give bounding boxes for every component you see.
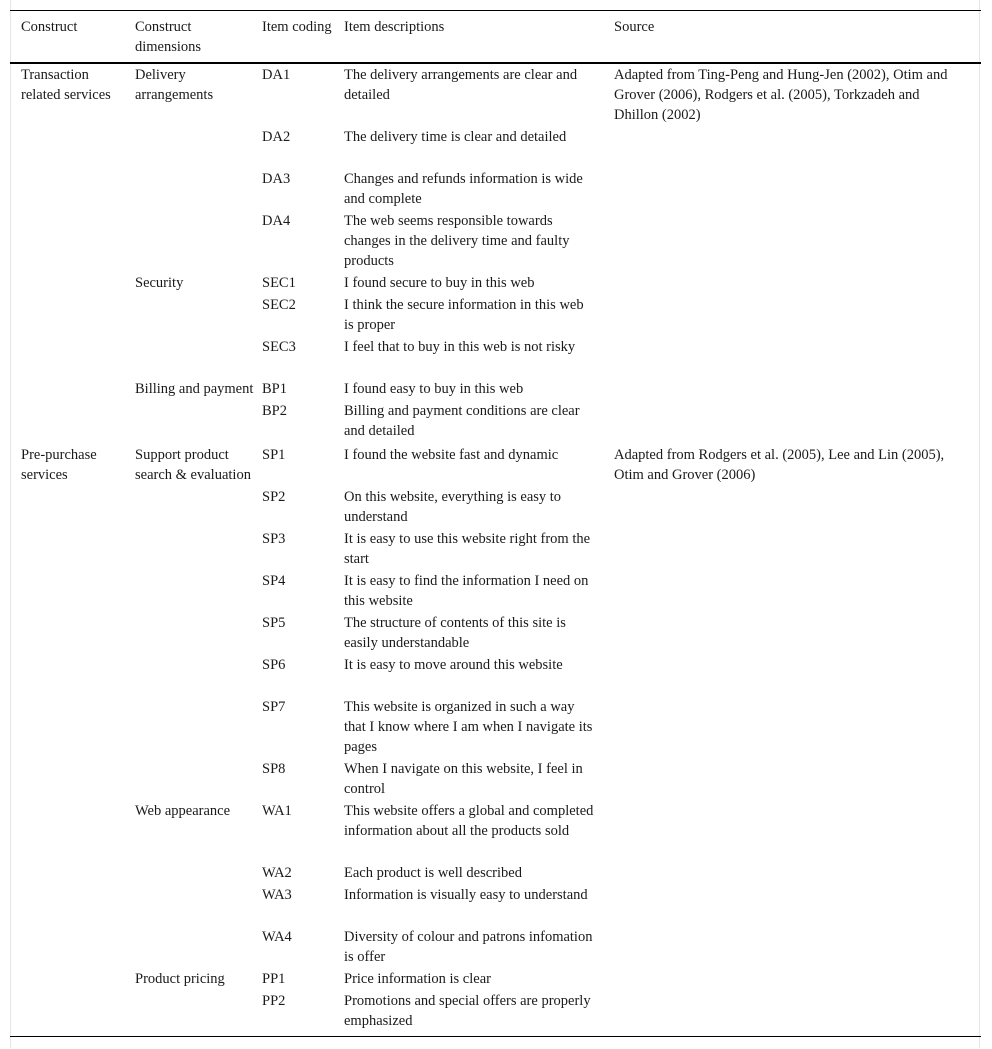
dimension-cell: Delivery arrangements xyxy=(135,67,214,103)
item-code: BP1 xyxy=(262,381,287,397)
item-code: PP1 xyxy=(262,971,286,987)
header-source: Source xyxy=(614,19,655,35)
header-construct: Construct xyxy=(21,19,78,35)
item-description: The delivery arrangements are clear and detailed xyxy=(344,67,578,103)
item-description: I feel that to buy in this web is not risky xyxy=(344,339,576,355)
item-description: Each product is well described xyxy=(344,865,522,881)
item-description: I found the website fast and dynamic xyxy=(344,447,559,463)
source-cell: Adapted from Rodgers et al. (2005), Lee and Lin (2005), Otim and Grover (2006) xyxy=(614,447,945,483)
header-rule xyxy=(10,62,981,64)
item-description: Changes and refunds information is wide and complete xyxy=(344,171,583,207)
item-description: It is easy to use this website right from the start xyxy=(344,531,591,567)
item-code: SP3 xyxy=(262,531,286,547)
item-code: DA4 xyxy=(262,213,291,229)
item-description: The delivery time is clear and detailed xyxy=(344,129,567,145)
item-code: WA3 xyxy=(262,887,292,903)
item-description: I found secure to buy in this web xyxy=(344,275,535,291)
dimension-cell: Security xyxy=(135,275,184,291)
header-item-descriptions: Item descriptions xyxy=(344,19,445,35)
item-code: SP7 xyxy=(262,699,286,715)
item-description: I think the secure information in this web is proper xyxy=(344,297,584,333)
item-code: WA4 xyxy=(262,929,292,945)
table-bottom-rule xyxy=(10,1036,981,1037)
source-cell: Adapted from Ting-Peng and Hung-Jen (2002), Otim and Grover (2006), Rodgers et al. (2005), Torkzadeh and Dhillon (2002) xyxy=(614,67,948,123)
item-code: DA1 xyxy=(262,67,291,83)
dimension-cell: Product pricing xyxy=(135,971,225,987)
construct-cell: Pre-purchase services xyxy=(21,447,97,483)
item-description: Promotions and special offers are properly emphasized xyxy=(344,993,591,1029)
item-code: BP2 xyxy=(262,403,287,419)
item-code: SEC1 xyxy=(262,275,296,291)
item-description: Price information is clear xyxy=(344,971,491,987)
item-description: It is easy to move around this website xyxy=(344,657,563,673)
item-description: Information is visually easy to understand xyxy=(344,887,588,903)
item-code: SP5 xyxy=(262,615,286,631)
construct-cell: Transaction related services xyxy=(21,67,111,103)
dimension-cell: Web appearance xyxy=(135,803,231,819)
header-item-coding: Item coding xyxy=(262,19,332,35)
item-description: Diversity of colour and patrons infomation is offer xyxy=(344,929,593,965)
item-description: This website is organized in such a way that I know where I am when I navigate its pages xyxy=(344,699,593,755)
item-description: The web seems responsible towards changes in the delivery time and faulty products xyxy=(344,213,570,269)
item-description: The structure of contents of this site is easily understandable xyxy=(344,615,566,651)
dimension-cell: Billing and payment xyxy=(135,381,254,397)
item-description: I found easy to buy in this web xyxy=(344,381,524,397)
table-top-rule xyxy=(10,10,981,11)
dimension-cell: Support product search & evaluation xyxy=(135,447,251,483)
item-code: SEC2 xyxy=(262,297,296,313)
header-construct-dimensions: Construct dimensions xyxy=(135,19,202,55)
item-description: On this website, everything is easy to understand xyxy=(344,489,562,525)
item-code: SP6 xyxy=(262,657,286,673)
item-code: SP2 xyxy=(262,489,286,505)
item-description: It is easy to find the information I need on this website xyxy=(344,573,589,609)
item-code: SEC3 xyxy=(262,339,296,355)
item-code: SP4 xyxy=(262,573,286,589)
item-code: SP1 xyxy=(262,447,286,463)
item-code: PP2 xyxy=(262,993,286,1009)
item-code: SP8 xyxy=(262,761,286,777)
item-code: DA3 xyxy=(262,171,291,187)
item-code: WA2 xyxy=(262,865,292,881)
item-code: DA2 xyxy=(262,129,291,145)
item-code: WA1 xyxy=(262,803,292,819)
item-description: Billing and payment conditions are clear and detailed xyxy=(344,403,580,439)
item-description: When I navigate on this website, I feel in control xyxy=(344,761,583,797)
item-description: This website offers a global and completed information about all the products sold xyxy=(344,803,594,839)
